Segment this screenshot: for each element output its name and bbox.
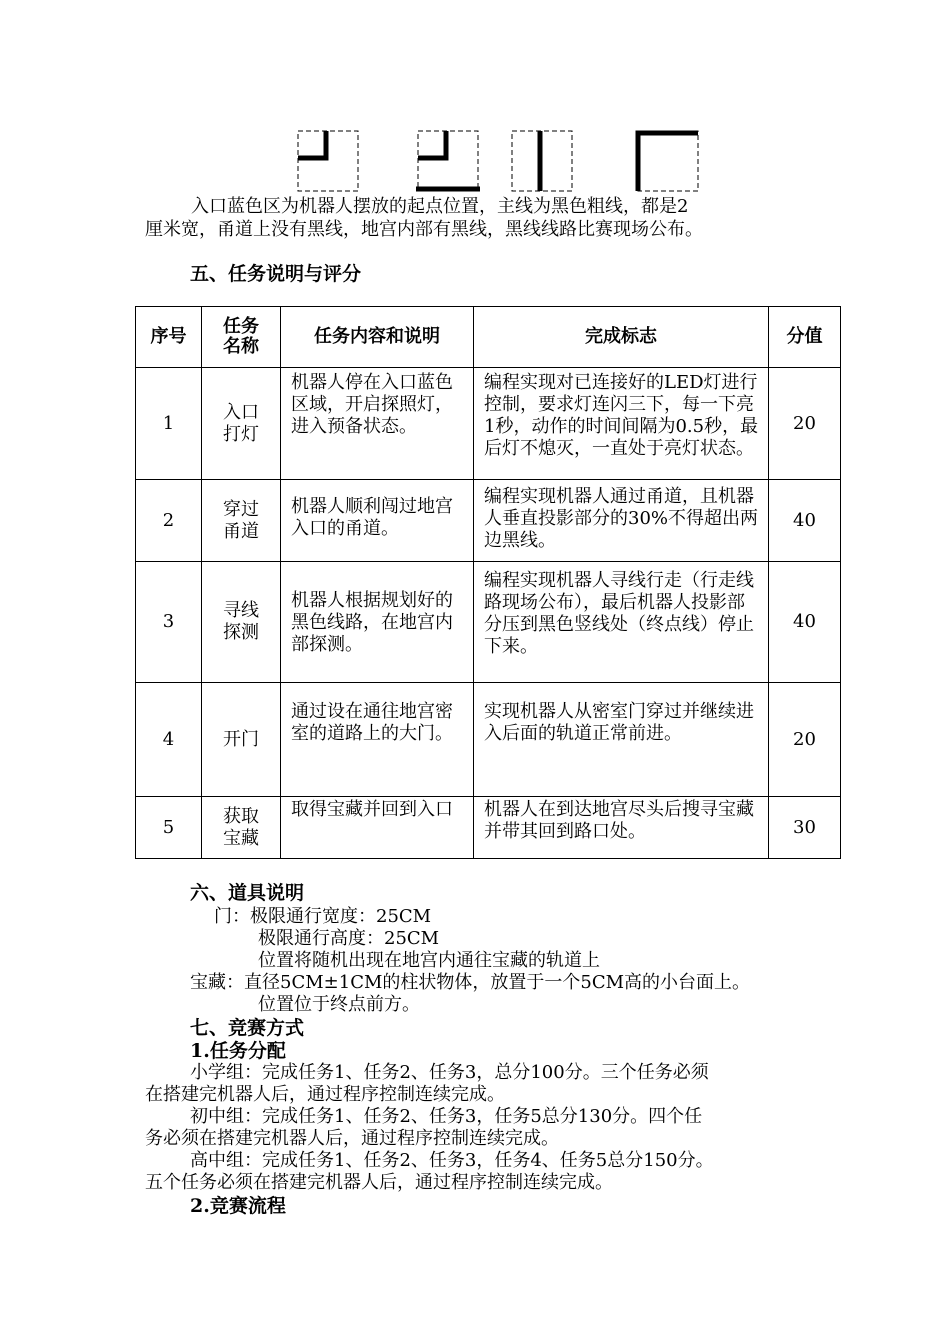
junior-group-line-1: 初中组：完成任务1、任务2、任务3，任务5总分130分。四个任 — [190, 1106, 703, 1127]
table-header-row — [136, 307, 841, 368]
start-corner-tile-icon — [638, 131, 698, 191]
header-score: 分值 — [769, 307, 841, 368]
row-name: 获取宝藏 — [202, 797, 281, 859]
row-name: 寻线探测 — [202, 562, 281, 683]
row-content: 取得宝藏并回到入口 — [281, 797, 474, 859]
header-no: 序号 — [136, 307, 202, 368]
row-score: 20 — [769, 683, 841, 797]
straight-tile-icon — [512, 131, 572, 191]
row-no: 3 — [136, 562, 202, 683]
intro-paragraph — [145, 195, 825, 241]
row-done: 编程实现机器人通过甬道，且机器人垂直投影部分的30%不得超出两边黑线。 — [474, 480, 769, 562]
primary-group-line-2: 在搭建完机器人后，通过程序控制连续完成。 — [145, 1084, 505, 1105]
senior-group-line-1: 高中组：完成任务1、任务2、任务3，任务4、任务5总分150分。 — [190, 1150, 714, 1171]
row-score: 40 — [769, 562, 841, 683]
treasure-line: 宝藏：直径5CM±1CM的柱状物体，放置于一个5CM高的小台面上。 — [190, 972, 751, 993]
section5-heading: 五、任务说明与评分 — [190, 263, 362, 285]
section6-heading: 六、道具说明 — [190, 882, 305, 904]
row-done: 机器人在到达地宫尽头后搜寻宝藏并带其回到路口处。 — [474, 797, 769, 859]
door-height-line: 极限通行高度：25CM — [258, 928, 440, 949]
row-done: 实现机器人从密室门穿过并继续进入后面的轨道正常前进。 — [474, 683, 769, 797]
intro-line-1: 入口蓝色区为机器人摆放的起点位置，主线为黑色粗线，都是2 — [191, 196, 689, 217]
table-row — [136, 562, 841, 683]
row-score: 30 — [769, 797, 841, 859]
corner-tile-left-icon — [298, 131, 358, 191]
section7-heading: 七、竞赛方式 — [190, 1017, 305, 1039]
row-done: 编程实现对已连接好的LED灯进行控制，要求灯连闪三下，每一下亮1秒，动作的时间间隔为0.5秒，最后灯不熄灭，一直处于亮灯状态。 — [474, 368, 769, 480]
header-content: 任务内容和说明 — [281, 307, 474, 368]
competition-process-heading: 2.竞赛流程 — [190, 1195, 286, 1217]
row-name: 穿过甬道 — [202, 480, 281, 562]
primary-group-line-1: 小学组：完成任务1、任务2、任务3，总分100分。三个任务必须 — [190, 1062, 709, 1083]
track-tile-diagrams — [0, 0, 950, 200]
table-row — [136, 368, 841, 480]
door-width-line: 门：极限通行宽度：25CM — [214, 906, 432, 927]
table-row — [136, 797, 841, 859]
row-score: 40 — [769, 480, 841, 562]
corner-tile-bottom-icon — [416, 131, 480, 191]
row-no: 5 — [136, 797, 202, 859]
table-row — [136, 480, 841, 562]
row-content: 机器人停在入口蓝色区域，开启探照灯，进入预备状态。 — [281, 368, 474, 480]
treasure-position-line: 位置位于终点前方。 — [258, 994, 420, 1015]
row-name: 入口打灯 — [202, 368, 281, 480]
table-row — [136, 683, 841, 797]
header-done: 完成标志 — [474, 307, 769, 368]
row-score: 20 — [769, 368, 841, 480]
task-scoring-table — [135, 306, 841, 859]
row-content: 机器人顺利闯过地宫入口的甬道。 — [281, 480, 474, 562]
row-no: 2 — [136, 480, 202, 562]
row-name: 开门 — [202, 683, 281, 797]
row-content: 通过设在通往地宫密室的道路上的大门。 — [281, 683, 474, 797]
door-position-line: 位置将随机出现在地宫内通往宝藏的轨道上 — [258, 950, 600, 971]
junior-group-line-2: 务必须在搭建完机器人后，通过程序控制连续完成。 — [145, 1128, 559, 1149]
intro-line-2: 厘米宽，甬道上没有黑线，地宫内部有黑线，黑线线路比赛现场公布。 — [145, 219, 703, 240]
row-done: 编程实现机器人寻线行走（行走线路现场公布），最后机器人投影部分压到黑色竖线处（终点线）停止下来。 — [474, 562, 769, 683]
senior-group-line-2: 五个任务必须在搭建完机器人后，通过程序控制连续完成。 — [145, 1172, 613, 1193]
row-content: 机器人根据规划好的黑色线路，在地宫内部探测。 — [281, 562, 474, 683]
task-allocation-heading: 1.任务分配 — [190, 1040, 286, 1062]
row-no: 1 — [136, 368, 202, 480]
row-no: 4 — [136, 683, 202, 797]
header-name: 任务名称 — [202, 307, 281, 368]
